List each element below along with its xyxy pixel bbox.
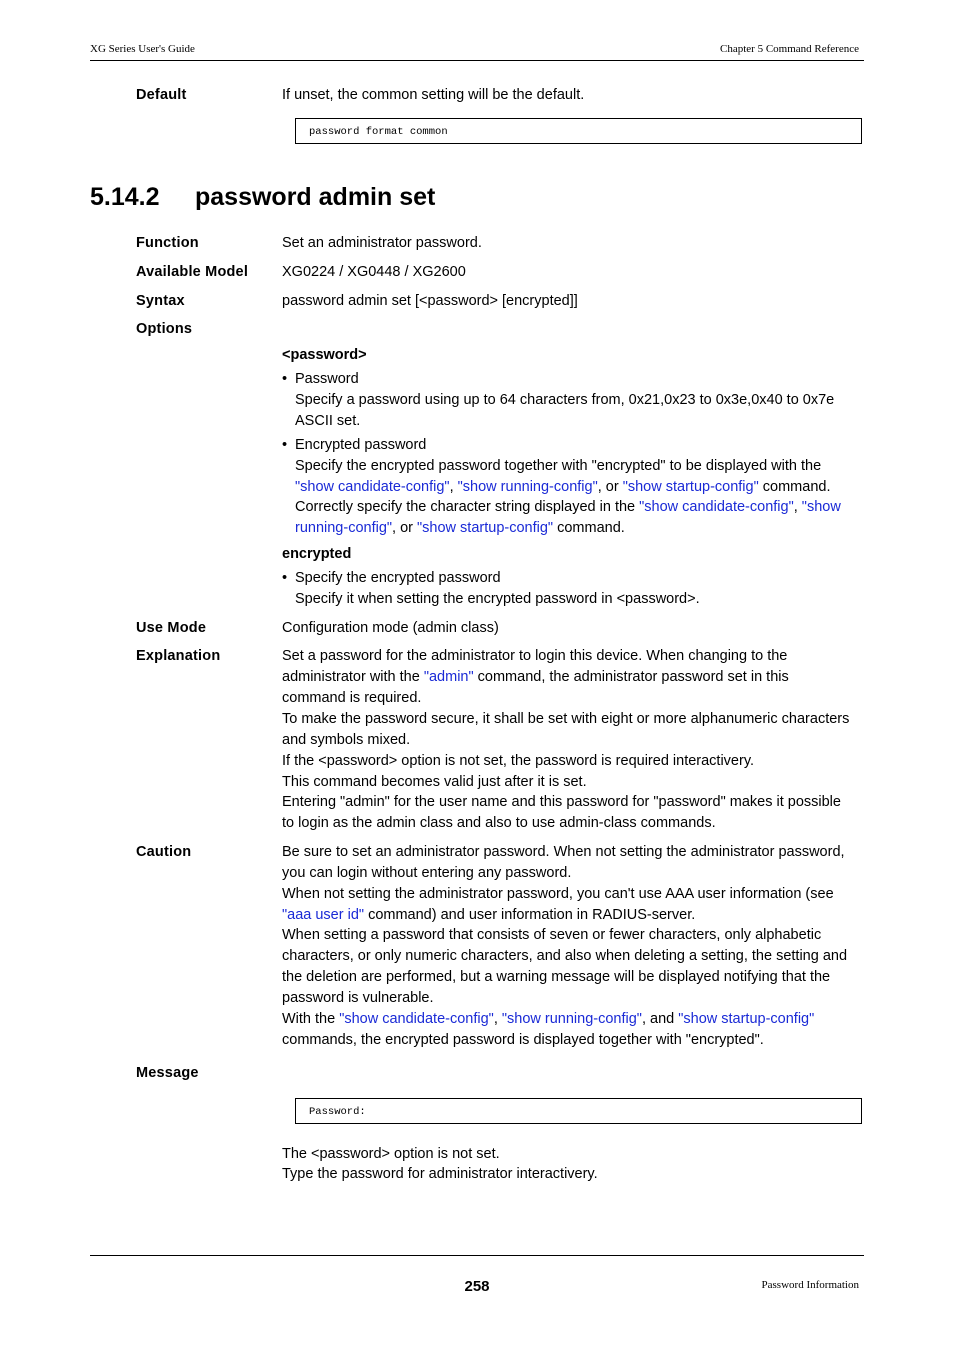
option-password-heading: <password> xyxy=(282,347,367,363)
caution-line7: the deletion are performed, but a warning message will be displayed notifying that the xyxy=(282,969,831,985)
options-label: Options xyxy=(136,321,193,337)
bullet-title: Specify the encrypted password xyxy=(295,570,501,586)
message-line1: The <password> option is not set. xyxy=(282,1146,500,1162)
explanation-line4: To make the password secure, it shall be set with eight or more alphanumeric characters xyxy=(282,711,850,727)
link-show-candidate-config[interactable]: "show candidate-config" xyxy=(639,499,794,515)
explanation-line8: Entering "admin" for the user name and this password for "password" makes it possible xyxy=(282,794,841,810)
caution-line10: commands, the encrypted password is displayed together with "encrypted". xyxy=(282,1032,764,1048)
explanation-line7: This command becomes valid just after it is set. xyxy=(282,774,587,790)
function-label: Function xyxy=(136,235,199,251)
encrypted-desc-line4: running-config", or "show startup-config" command. xyxy=(295,520,625,536)
explanation-label: Explanation xyxy=(136,648,221,664)
bullet-body: Specify a password using up to 64 characters from, 0x21,0x23 to 0x3e,0x40 to 0x7e ASCII set. xyxy=(295,391,835,429)
syntax-text: password admin set [<password> [encrypted]] xyxy=(282,293,578,309)
link-aaa-user-id[interactable]: "aaa user id" xyxy=(282,907,365,923)
option-encrypted-heading: encrypted xyxy=(282,546,352,562)
encrypted-desc-line3: Correctly specify the character string displayed in the "show candidate-config", "show xyxy=(295,499,841,515)
default-code-box: password format common xyxy=(295,118,862,144)
syntax-label: Syntax xyxy=(136,293,185,309)
default-text: If unset, the common setting will be the default. xyxy=(282,87,585,103)
caution-line6: characters, or only numeric characters, and also when deleting a setting, the setting and xyxy=(282,948,848,964)
message-code-box: Password: xyxy=(295,1098,862,1124)
link-show-running-config[interactable]: running-config" xyxy=(295,520,393,536)
section-title: password admin set xyxy=(195,183,436,211)
page-number: 258 xyxy=(464,1278,490,1295)
section-number: 5.14.2 xyxy=(90,183,160,211)
caution-line8: password is vulnerable. xyxy=(282,990,434,1006)
function-text: Set an administrator password. xyxy=(282,235,482,251)
link-admin[interactable]: "admin" xyxy=(423,669,474,685)
bullet-body: Specify it when setting the encrypted password in <password>. xyxy=(295,590,700,607)
header-rule xyxy=(90,60,864,61)
caution-line5: When setting a password that consists of seven or fewer characters, only alphabetic xyxy=(282,927,822,943)
caution-line4: "aaa user id" command) and user information in RADIUS-server. xyxy=(282,907,696,923)
explanation-line3: command is required. xyxy=(282,690,422,706)
bullet-icon: • xyxy=(282,371,288,387)
caution-line9: With the "show candidate-config", "show running-config", and "show startup-config" xyxy=(282,1011,815,1027)
link-show-startup-config[interactable]: "show startup-config" xyxy=(622,479,759,495)
default-label: Default xyxy=(136,87,187,103)
caution-line2: you can login without entering any password. xyxy=(282,865,572,881)
running-header-title: XG Series User's Guide xyxy=(90,43,195,55)
use-mode-text: Configuration mode (admin class) xyxy=(282,620,499,636)
message-line2: Type the password for administrator interactivery. xyxy=(282,1166,598,1182)
running-header-chapter: Chapter 5 Command Reference xyxy=(720,43,859,55)
use-mode-label: Use Mode xyxy=(136,620,207,636)
encrypted-desc-line1: Specify the encrypted password together with "encrypted" to be displayed with the xyxy=(295,458,822,474)
explanation-line5: and symbols mixed. xyxy=(282,732,411,748)
link-show-startup-config[interactable]: "show startup-config" xyxy=(678,1011,815,1027)
caution-label: Caution xyxy=(136,844,192,860)
link-show-candidate-config[interactable]: "show candidate-config" xyxy=(295,479,450,495)
bullet-title: Encrypted password xyxy=(295,437,427,453)
caution-line3: When not setting the administrator password, you can't use AAA user information (see xyxy=(282,886,834,902)
link-show-running-config[interactable]: "show running-config" xyxy=(457,479,598,495)
model-label: Available Model xyxy=(136,264,249,280)
model-text: XG0224 / XG0448 / XG2600 xyxy=(282,264,466,280)
explanation-line9: to login as the admin class and also to use admin-class commands. xyxy=(282,815,716,831)
link-show-candidate-config[interactable]: "show candidate-config" xyxy=(339,1011,494,1027)
message-label: Message xyxy=(136,1065,199,1081)
explanation-line1: Set a password for the administrator to login this device. When changing to the xyxy=(282,648,788,664)
explanation-line2: administrator with the "admin" command, the administrator password set in this xyxy=(282,669,789,685)
link-show-running-config[interactable]: "show running-config" xyxy=(501,1011,642,1027)
encrypted-desc-line2: "show candidate-config", "show running-config", or "show startup-config" command. xyxy=(295,479,831,495)
footer-rule xyxy=(90,1255,864,1256)
link-show-startup-config[interactable]: "show startup-config" xyxy=(417,520,554,536)
explanation-line6: If the <password> option is not set, the password is required interactivery. xyxy=(282,753,755,769)
footer-section-name: Password Information xyxy=(761,1279,859,1291)
bullet-icon: • xyxy=(282,437,288,453)
link-show-running-config[interactable]: "show xyxy=(801,499,841,515)
bullet-title: Password xyxy=(295,371,359,387)
caution-line1: Be sure to set an administrator password. When not setting the administrator password, xyxy=(282,844,845,860)
bullet-icon: • xyxy=(282,570,288,586)
